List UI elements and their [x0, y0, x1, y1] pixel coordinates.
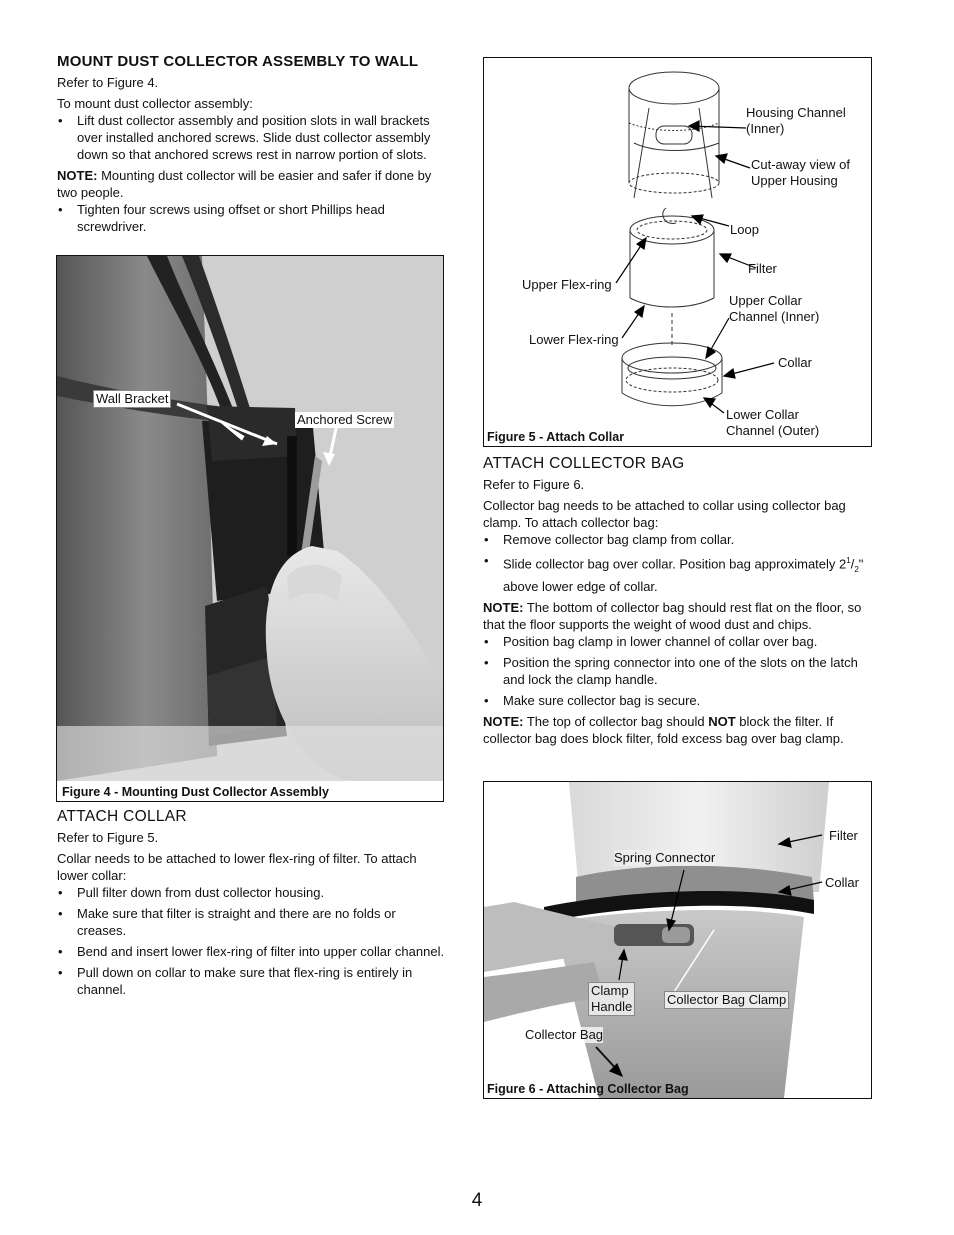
mount-list-1	[57, 112, 447, 163]
attach-bag-note-2-a: The top of collector bag should	[523, 713, 709, 729]
mount-note	[57, 167, 447, 201]
figure-5-label-lower-collar: Lower Collar Channel (Outer)	[726, 407, 820, 438]
page-number: 4	[471, 1190, 483, 1211]
attach-bag-note-2-label: NOTE:	[483, 713, 524, 729]
figure-6-illustration	[484, 782, 871, 1098]
attach-bag-bullet-4: • Position the spring connector into one of the slots on the latch and lock the clamp handle.	[503, 654, 873, 688]
figure-4	[56, 255, 444, 802]
mount-section	[57, 53, 447, 239]
attach-bag-section	[483, 455, 873, 747]
attach-bag-note-1	[483, 599, 873, 633]
figure-6-label-collar: Collar	[825, 875, 859, 890]
attach-bag-bullet-2-pre: Slide collector bag over collar. Position bag approximately 2	[503, 556, 847, 572]
figure-5-label-collar: Collar	[778, 355, 812, 370]
figure-4-label-anchored-screw: Anchored Screw	[297, 412, 393, 427]
attach-collar-heading: ATTACH COLLAR	[57, 808, 187, 825]
mount-bullet-1: • Lift dust collector assembly and position slots in wall brackets over installed anchored screws. Slide dust collector assembly down so that anchored screws rest in narrow portion of slots.	[77, 112, 447, 163]
mount-note-text: Mounting dust collector will be easier and safer if done by two people.	[57, 168, 432, 200]
figure-6-label-clamp-handle: Clamp Handle	[588, 982, 635, 1016]
mount-intro: To mount dust collector assembly:	[57, 96, 253, 111]
figure-6-label-collector-bag-clamp: Collector Bag Clamp	[664, 991, 789, 1009]
figure-5	[483, 57, 872, 447]
mount-bullet-2: • Tighten four screws using offset or short Phillips head screwdriver.	[77, 201, 447, 235]
attach-bag-bullet-1: • Remove collector bag clamp from collar.	[503, 531, 873, 548]
attach-bag-fraction-denominator: 2	[854, 564, 859, 574]
attach-collar-bullet: • Pull down on collar to make sure that flex-ring is entirely in channel.	[77, 964, 447, 998]
attach-bag-refer: Refer to Figure 6.	[483, 477, 585, 492]
figure-5-caption: Figure 5 - Attach Collar	[487, 430, 625, 444]
mount-note-label: NOTE:	[57, 168, 98, 183]
attach-bag-fraction-numerator: 1	[846, 556, 851, 565]
figure-5-label-loop: Loop	[730, 222, 759, 237]
attach-collar-bullet: • Bend and insert lower flex-ring of filter into upper collar channel.	[77, 943, 447, 960]
attach-bag-intro: Collector bag needs to be attached to collar using collector bag clamp. To attach collector bag:	[483, 498, 846, 530]
attach-collar-section	[57, 808, 447, 1002]
figure-5-label-lower-flex-ring: Lower Flex-ring	[529, 332, 619, 347]
attach-bag-list-1	[483, 531, 873, 595]
attach-collar-list	[57, 884, 447, 998]
attach-bag-list-2	[483, 633, 873, 709]
attach-bag-note-2	[483, 713, 873, 747]
mount-refer: Refer to Figure 4.	[57, 75, 159, 90]
figure-6	[483, 781, 872, 1099]
attach-bag-note-2-b: block the filter. If collector bag does block filter, fold excess bag over bag clamp.	[483, 713, 844, 746]
attach-collar-refer: Refer to Figure 5.	[57, 830, 159, 845]
figure-4-label-wall-bracket: Wall Bracket	[93, 390, 171, 408]
figure-5-label-upper-flex-ring: Upper Flex-ring	[522, 277, 612, 292]
attach-bag-bullet-2: • Slide collector bag over collar. Position bag approximately $2^1/_2$" above lower edge of collar.	[503, 552, 873, 595]
attach-collar-intro: Collar needs to be attached to lower flex-ring of filter. To attach lower collar:	[57, 851, 417, 883]
attach-bag-bullet-3: • Position bag clamp in lower channel of collar over bag.	[503, 633, 873, 650]
figure-6-label-collector-bag: Collector Bag	[525, 1027, 604, 1042]
figure-6-caption: Figure 6 - Attaching Collector Bag	[487, 1082, 689, 1096]
figure-6-label-filter: Filter	[829, 828, 858, 843]
attach-collar-bullet: • Make sure that filter is straight and there are no folds or creases.	[77, 905, 447, 939]
attach-bag-bullet-5: • Make sure collector bag is secure.	[503, 692, 873, 709]
figure-5-label-filter: Filter	[748, 261, 777, 276]
mount-heading: MOUNT DUST COLLECTOR ASSEMBLY TO WALL	[57, 53, 419, 70]
attach-bag-note-1-label: NOTE:	[483, 599, 524, 615]
attach-bag-heading: ATTACH COLLECTOR BAG	[483, 455, 685, 472]
attach-collar-bullet: • Pull filter down from dust collector housing.	[77, 884, 447, 901]
figure-5-label-upper-collar: Upper Collar Channel (Inner)	[729, 293, 820, 324]
attach-bag-bullet-2-post: " above lower edge of collar.	[503, 556, 864, 594]
figure-4-caption: Figure 4 - Mounting Dust Collector Assembly	[62, 785, 329, 799]
mount-list-2	[57, 201, 447, 235]
figure-4-illustration	[57, 256, 443, 781]
figure-5-label-cutaway: Cut-away view of Upper Housing	[751, 157, 850, 188]
attach-bag-note-1-text: The bottom of collector bag should rest flat on the floor, so that the floor supports the weight of wood dust and chips.	[483, 599, 862, 632]
figure-6-label-spring-connector: Spring Connector	[614, 850, 716, 865]
figure-5-label-housing-channel: Housing Channel (Inner)	[746, 105, 846, 136]
attach-bag-note-2-bold: NOT	[708, 713, 736, 729]
